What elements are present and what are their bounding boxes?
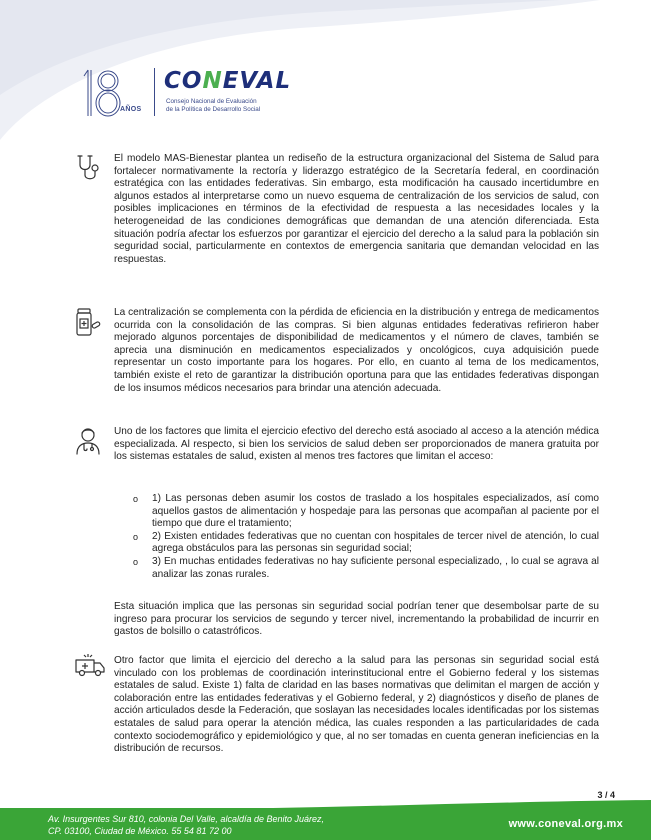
- paragraph-atencion-especializada: Uno de los factores que limita el ejercicio efectivo del derecho está asociado al acceso a la atención médica especializada. Al respecto, si bien los servicios de salud deben ser proporcionados de manera gratuita por los sistemas estatales de salud, existen al menos tres factores que limitan el acceso:: [114, 426, 599, 463]
- footer: [0, 808, 651, 840]
- list-item: [130, 556, 599, 581]
- list-item: [130, 493, 599, 531]
- paragraph-mas-bienestar: El modelo MAS-Bienestar plantea un rediseño de la estructura organizacional del Sistema de Salud para fortalecer normativamente la rectoría y liderazgo estratégico de la Secretaría federal, en coordinación estratégica con las entidades federativas. Sin embargo, esta modificación ha causado incertidumbre en algunos estados al interpretarse como un nuevo esquema de centralización de los servicios de salud, con posibles implicaciones en términos de la efectividad de respuesta a las necesidades locales y la heterogeneidad de las condiciones demográficas que demandan de una atención diferenciada. Esta situación podría afectar los esfuerzos por garantizar el ejercicio del derecho a la salud para la población sin seguridad social, particularmente en contextos de emergencia sanitaria que demandan velocidad en las respuestas.: [114, 153, 599, 265]
- brand-name: [164, 68, 291, 94]
- ambulance-icon: [74, 650, 106, 680]
- footer-address-line2: CP. 03100, Ciudad de México. 55 54 81 72 00: [48, 826, 232, 836]
- bullet-marker: o: [133, 531, 139, 542]
- page-number: 3 / 4: [597, 790, 615, 800]
- list-item: [130, 531, 599, 556]
- footer-website-link[interactable]: www.coneval.org.mx: [508, 818, 623, 830]
- brand-name-part3: EVAL: [222, 68, 292, 94]
- anniversary-word: AÑOS: [120, 106, 142, 113]
- paragraph-centralizacion-medicamentos: La centralización se complementa con la pérdida de eficiencia en la distribución y entrega de medicamentos ocurrida con la consolidación de las compras. Si bien algunas entidades federativas refirieron haber mejorado algunos porcentajes de disponibilidad de medicamentos y el número de claves, también se aprecia una disminución en medicamentos especializados y oncológicos, cuya adquisición puede representar un costo importante para los hogares. Por ello, en cuanto al tema de los medicamentos, también existe el reto de garantizar la distribución oportuna para que las entidades federativas dispongan de los insumos médicos necesarios para brindar una atención adecuada.: [114, 307, 599, 394]
- stethoscope-icon: [74, 153, 102, 183]
- header-logo: [82, 66, 322, 122]
- logo-divider: [154, 68, 155, 116]
- brand-name-part2: N: [202, 68, 223, 94]
- brand-subtitle-line2: de la Política de Desarrollo Social: [166, 106, 261, 113]
- list-item-text: 2) Existen entidades federativas que no cuentan con hospitales de tercer nivel de atención, lo cual agrega obstáculos para las personas sin seguridad social;: [152, 530, 599, 555]
- footer-address: [48, 813, 324, 837]
- bullet-marker: o: [133, 556, 139, 567]
- brand-name-part1: CO: [164, 68, 203, 94]
- list-item-text: 1) Las personas deben asumir los costos de traslado a los hospitales especializados, así como aquellos gastos de alimentación y hospedaje para las personas que acompañan al paciente por el tiempo que dure el tratamiento;: [152, 493, 599, 530]
- doctor-icon: [74, 426, 102, 456]
- footer-address-line1: Av. Insurgentes Sur 810, colonia Del Valle, alcaldía de Benito Juárez,: [48, 814, 324, 824]
- paragraph-coordinacion-interinstitucional: Otro factor que limita el ejercicio del derecho a la salud para las personas sin seguridad social está vinculado con los problemas de coordinación interinstitucional entre el Gobierno federal y los sistemas estatales de salud. Existe 1) falta de claridad en las bases normativas que delimitan el margen de acción y colaboración entre las entidades federativas y el Gobierno federal, y 2) diagnósticos y diseño de planes de acción articulados desde la Federación, que soslayan las necesidades locales identificadas por los sistemas estatales de salud para operar la atención médica, las cuales responden a las particularidades de cada contexto sociodemográfico y epidemiológico y que, al no ser tomadas en cuenta generan ineficiencias en la distribución de recursos.: [114, 655, 599, 755]
- access-factors-list: [130, 493, 599, 581]
- brand-subtitle-line1: Consejo Nacional de Evaluación: [166, 98, 257, 105]
- medicine-bottle-icon: [74, 307, 102, 337]
- bullet-marker: o: [133, 494, 139, 504]
- list-item-text: 3) En muchas entidades federativas no hay suficiente personal especializado, , lo cual se agrava al analizar las zonas rurales.: [152, 555, 599, 580]
- paragraph-gastos-de-bolsillo: Esta situación implica que las personas sin seguridad social podrían tener que desembolsar parte de su ingreso para procurar los servicios de segundo y tercer nivel, incrementando la probabilidad de incurrir en gastos de bolsillo o catastróficos.: [114, 601, 599, 638]
